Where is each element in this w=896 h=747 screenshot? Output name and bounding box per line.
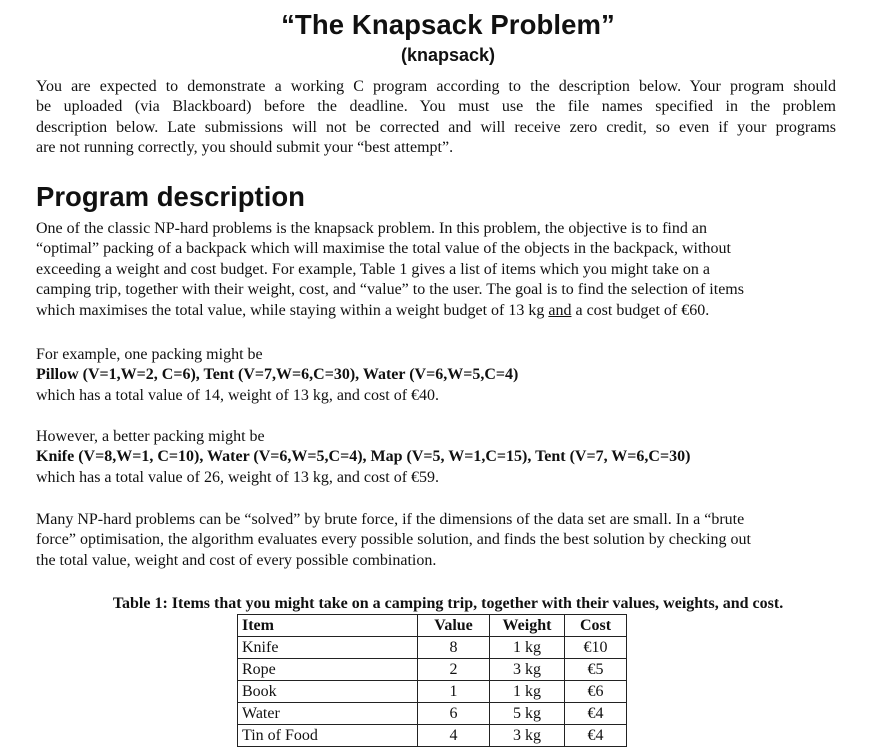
brute-force-line: force” optimisation, the algorithm evaluates every possible solution, and finds the best solution by checking out bbox=[36, 531, 751, 549]
description-line: “optimal” packing of a backpack which will maximise the total value of the objects in the backpack, without bbox=[36, 240, 731, 258]
cell-weight: 1 kg bbox=[490, 681, 565, 703]
cell-weight: 3 kg bbox=[490, 725, 565, 747]
table-row bbox=[238, 681, 627, 703]
example-two-result: which has a total value of 26, weight of 13 kg, and cost of €59. bbox=[36, 468, 440, 486]
example-one bbox=[36, 345, 836, 406]
cell-value: 4 bbox=[418, 725, 490, 747]
table-header-row bbox=[238, 615, 627, 637]
cell-item: Tin of Food bbox=[238, 725, 418, 747]
underlined-and: and bbox=[548, 301, 572, 319]
column-header-value: Value bbox=[418, 615, 490, 637]
column-header-weight: Weight bbox=[490, 615, 565, 637]
budget-text-end: a cost budget of €60. bbox=[571, 301, 710, 319]
cell-weight: 1 kg bbox=[490, 637, 565, 659]
description-line: exceeding a weight and cost budget. For example, Table 1 gives a list of items which you might take on a bbox=[36, 260, 710, 278]
cell-weight: 5 kg bbox=[490, 703, 565, 725]
example-one-packing: Pillow (V=1,W=2, C=6), Tent (V=7,W=6,C=30), Water (V=6,W=5,C=4) bbox=[36, 366, 519, 384]
document-title: “The Knapsack Problem” bbox=[281, 9, 615, 40]
cell-cost: €4 bbox=[565, 703, 627, 725]
example-one-result: which has a total value of 14, weight of 13 kg, and cost of €40. bbox=[36, 386, 440, 404]
cell-value: 6 bbox=[418, 703, 490, 725]
brute-force-line: the total value, weight and cost of every possible combination. bbox=[36, 551, 437, 569]
document-subtitle: (knapsack) bbox=[400, 45, 496, 65]
cell-item: Book bbox=[238, 681, 418, 703]
intro-paragraph bbox=[36, 77, 836, 159]
cell-value: 1 bbox=[418, 681, 490, 703]
table-row bbox=[238, 659, 627, 681]
intro-line: You are expected to demonstrate a working C program according to the description below. Your program should bbox=[36, 78, 836, 95]
table-row bbox=[238, 703, 627, 725]
brute-force-line: Many NP-hard problems can be “solved” by brute force, if the dimensions of the data set are small. In a “brute bbox=[36, 511, 745, 528]
table-row bbox=[238, 637, 627, 659]
brute-force-paragraph bbox=[36, 510, 826, 571]
cell-cost: €10 bbox=[565, 637, 627, 659]
description-line: camping trip, together with their weight, cost, and “value” to the user. The goal is to find the selection of items bbox=[36, 281, 744, 299]
intro-line: are not running correctly, you should submit your “best attempt”. bbox=[36, 139, 454, 157]
cell-cost: €4 bbox=[565, 725, 627, 747]
column-header-cost: Cost bbox=[565, 615, 627, 637]
cell-value: 2 bbox=[418, 659, 490, 681]
column-header-item: Item bbox=[238, 615, 418, 637]
cell-value: 8 bbox=[418, 637, 490, 659]
example-two bbox=[36, 427, 836, 488]
cell-weight: 3 kg bbox=[490, 659, 565, 681]
cell-item: Rope bbox=[238, 659, 418, 681]
cell-cost: €6 bbox=[565, 681, 627, 703]
cell-item: Knife bbox=[238, 637, 418, 659]
cell-item: Water bbox=[238, 703, 418, 725]
example-two-packing: Knife (V=8,W=1, C=10), Water (V=6,W=5,C=4), Map (V=5, W=1,C=15), Tent (V=7, W=6,C=30) bbox=[36, 448, 691, 466]
description-paragraph bbox=[36, 219, 826, 321]
cell-cost: €5 bbox=[565, 659, 627, 681]
intro-line: description below. Late submissions will not be corrected and will receive zero credit, so even if your programs bbox=[36, 118, 836, 136]
items-table bbox=[237, 614, 627, 747]
budget-text: which maximises the total value, while staying within a weight budget of 13 kg bbox=[36, 301, 549, 319]
intro-line: be uploaded (via Blackboard) before the deadline. You must use the file names specified in the problem bbox=[36, 98, 836, 116]
example-two-intro: However, a better packing might be bbox=[36, 428, 265, 445]
section-heading: Program description bbox=[36, 181, 305, 212]
description-line: One of the classic NP-hard problems is the knapsack problem. In this problem, the objective is to find an bbox=[36, 220, 707, 237]
description-line bbox=[36, 301, 826, 321]
table-caption: Table 1: Items that you might take on a camping trip, together with their values, weights, and cost. bbox=[112, 595, 784, 612]
table-row bbox=[238, 725, 627, 747]
example-one-intro: For example, one packing might be bbox=[36, 346, 263, 363]
